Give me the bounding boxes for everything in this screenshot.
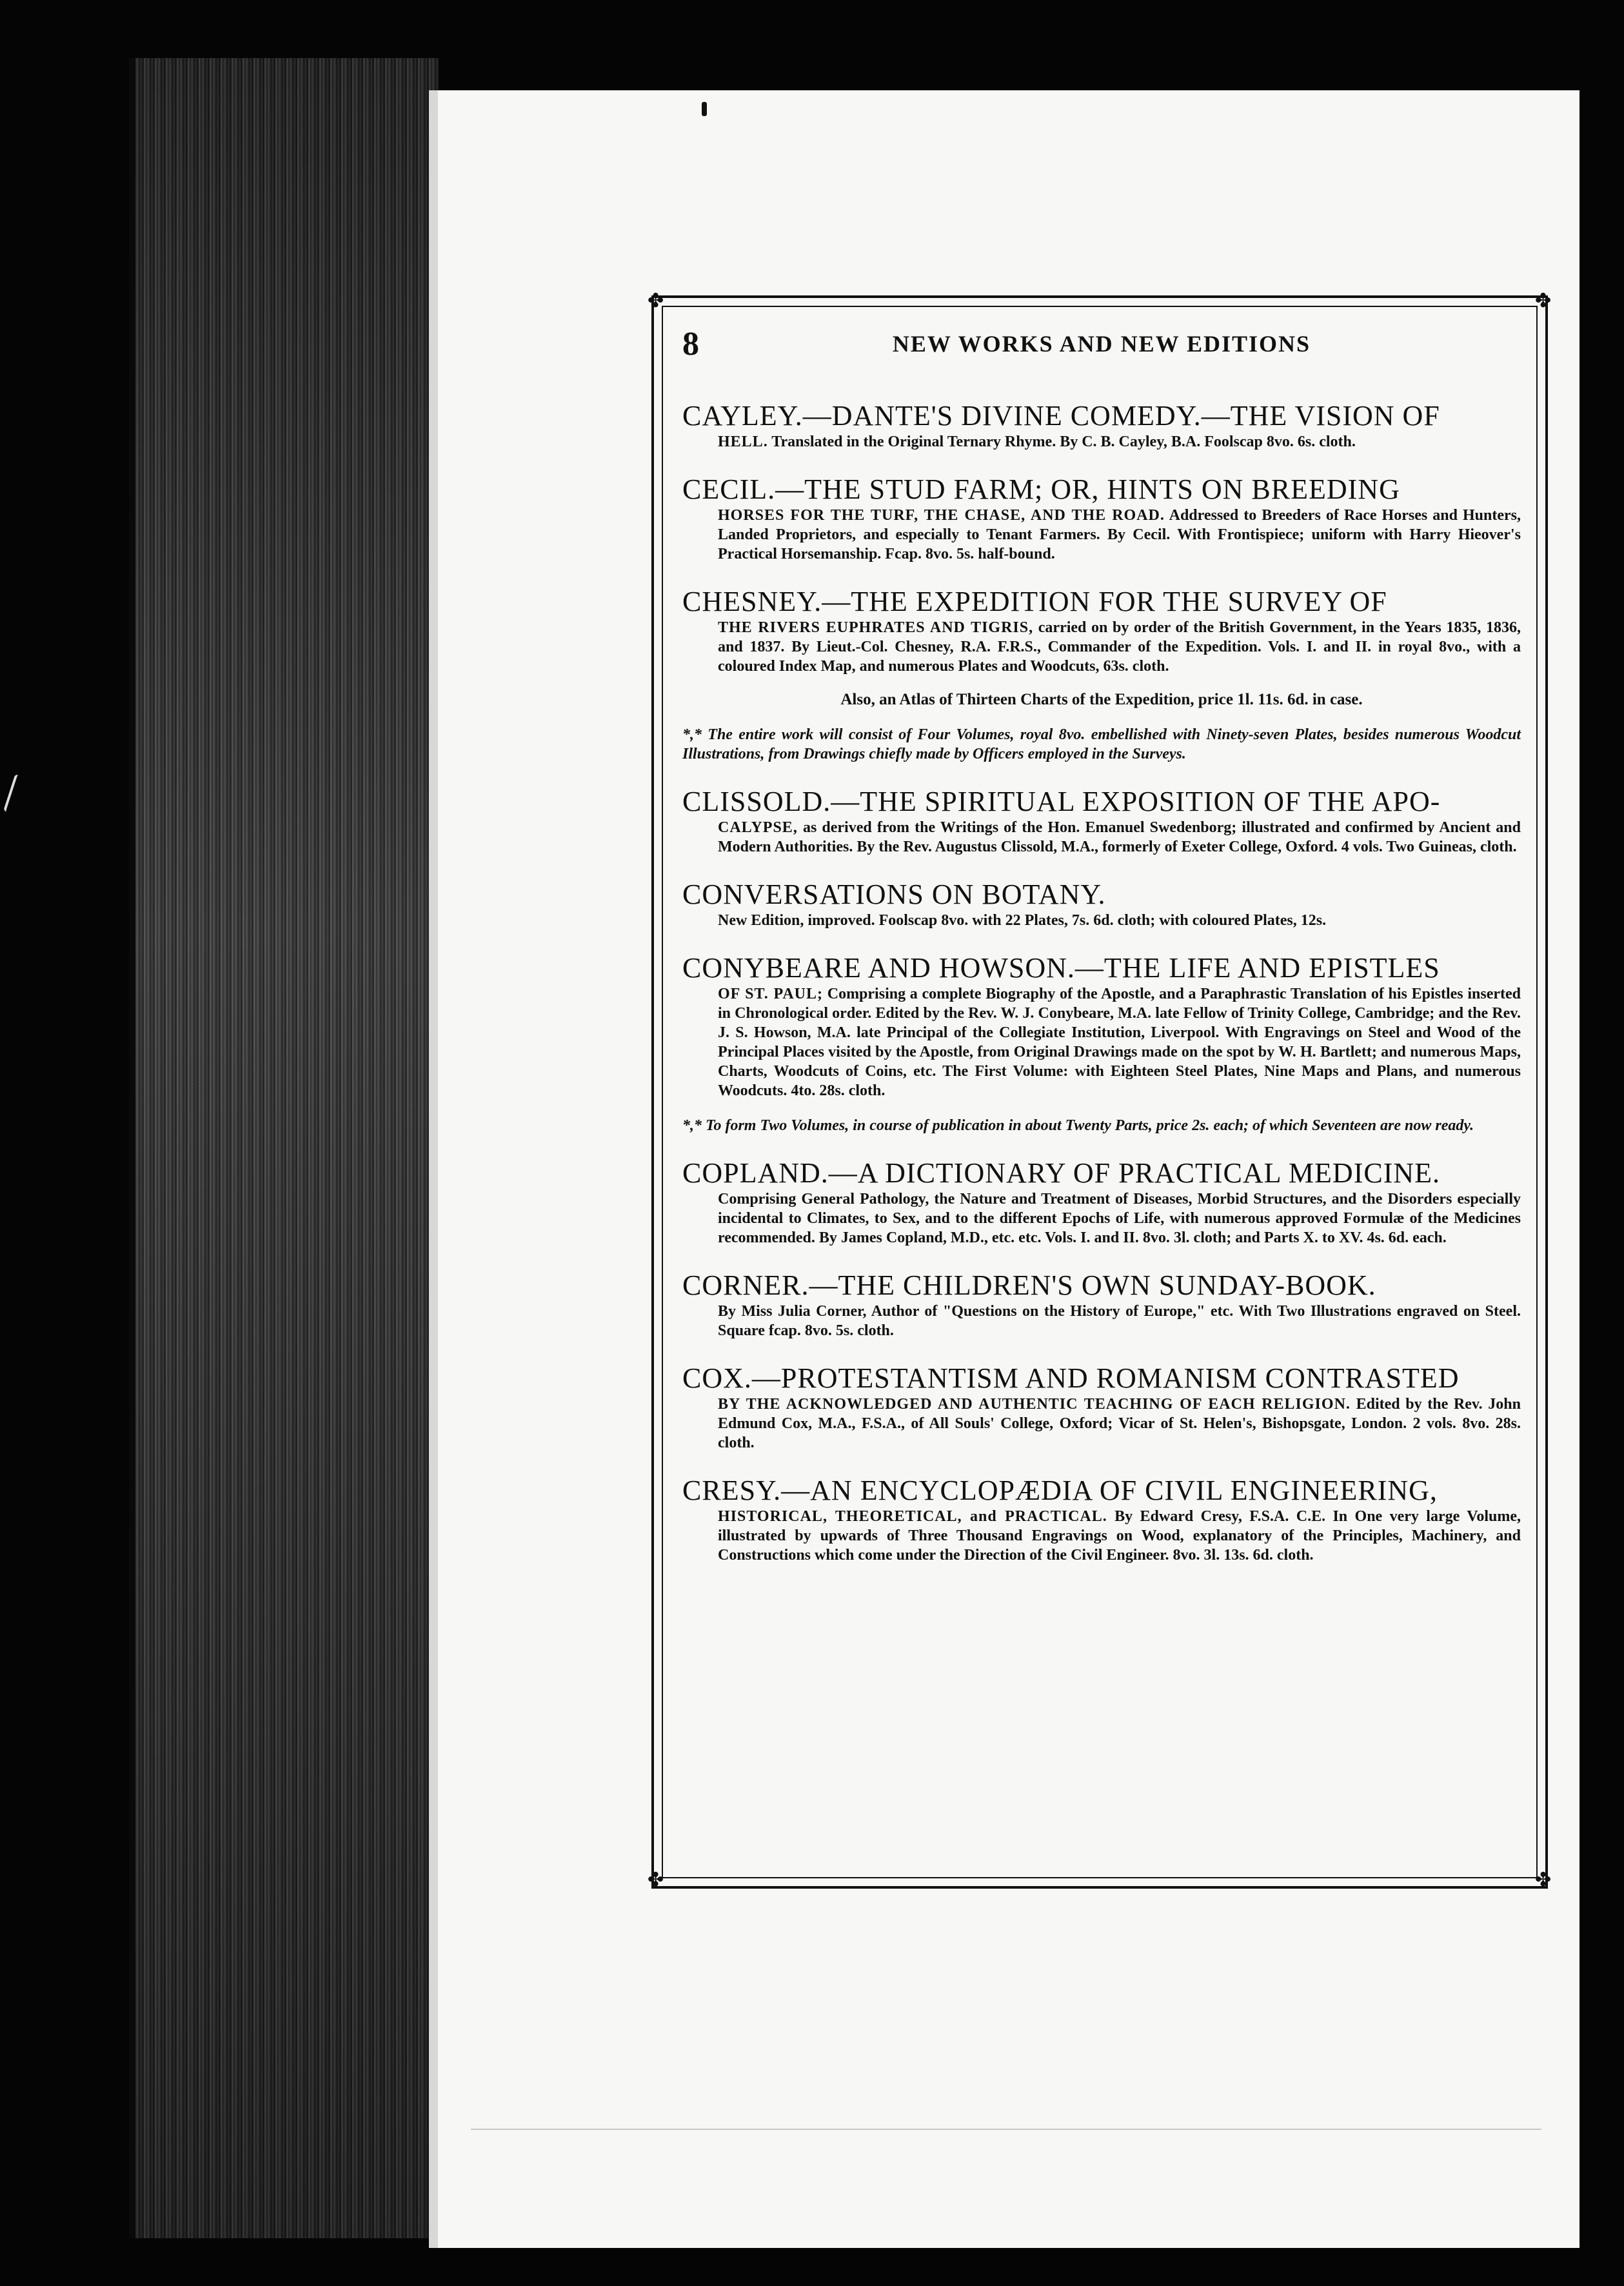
entry-note: *,* To form Two Volumes, in course of publication in about Twenty Parts, price 2s. each; of which Seventeen are now ready. — [682, 1117, 1474, 1134]
entry-text: By Edward Cresy, F.S.A. C.E. In One very large Volume, illustrated by upwards of Three Thousand Engravings on Wood, explanatory of the Principles, Machinery, and Constructions which come under the Direction of the Civil Engineer. 8vo. 3l. 13s. 6d. cloth. — [718, 1508, 1521, 1564]
catalogue-entry-cecil — [682, 473, 1521, 564]
page-bottom-rule — [471, 2129, 1541, 2130]
entry-body — [718, 1395, 1521, 1453]
margin-mark — [3, 774, 21, 813]
corner-ornament-top-right: ✤ — [1535, 290, 1552, 312]
catalogue-entry-conybeare — [682, 952, 1521, 1135]
catalogue-entry-cresy — [682, 1475, 1521, 1565]
entry-title: CRESY.—AN ENCYCLOPÆDIA OF CIVIL ENGINEERING, — [682, 1475, 1438, 1506]
entry-extra: Also, an Atlas of Thirteen Charts of the Expedition, price 1l. 11s. 6d. in case. — [840, 691, 1363, 708]
entry-text: Edited by the Rev. John Edmund Cox, M.A., F.S.A., of All Souls' College, Oxford; Vicar of St. Helen's, Bishopsgate, London. 2 vols. 8vo. 28s. cloth. — [718, 1396, 1521, 1451]
page-content — [682, 316, 1521, 1565]
entry-title: CONYBEARE AND HOWSON.—THE LIFE AND EPISTLES — [682, 952, 1440, 984]
entry-body — [718, 1189, 1521, 1247]
entry-body — [718, 618, 1521, 676]
page-number: 8 — [682, 326, 699, 363]
entry-lead: HORSES FOR THE TURF, THE CHASE, AND THE ROAD. — [718, 507, 1165, 524]
entry-body — [718, 911, 1521, 930]
entry-text: New Edition, improved. Foolscap 8vo. with 22 Plates, 7s. 6d. cloth; with coloured Plates, 12s. — [718, 912, 1327, 929]
corner-ornament-bottom-right: ✤ — [1535, 1869, 1552, 1891]
entry-lead: THE RIVERS EUPHRATES AND TIGRIS, — [718, 619, 1034, 636]
entry-body — [718, 432, 1521, 452]
entry-body — [718, 1507, 1521, 1565]
entry-text: carried on by order of the British Government, in the Years 1835, 1836, and 1837. By Lieut.-Col. Chesney, R.A. F.R.S., Commander of the Expedition. Vols. I. and II. in royal 8vo., with a coloured Index Map, and numerous Plates and Woodcuts, 63s. cloth. — [718, 619, 1521, 675]
entry-text: Comprising General Pathology, the Nature and Treatment of Diseases, Morbid Structures, and the Disorders especially incidental to Climates, to Sex, and to the different Epochs of Life, with numerous approved Formulæ of the Medicines recommended. By James Copland, M.D., etc. etc. Vols. I. and II. 8vo. 3l. cloth; and Parts X. to XV. 4s. 6d. each. — [718, 1191, 1521, 1246]
entry-body — [718, 1302, 1521, 1340]
catalogue-entry-chesney — [682, 586, 1521, 764]
entry-text: Translated in the Original Ternary Rhyme. By C. B. Cayley, B.A. Foolscap 8vo. 6s. cloth. — [771, 433, 1356, 450]
entry-text: Addressed to Breeders of Race Horses and Hunters, Landed Proprietors, and especially to Tenant Farmers. By Cecil. With Frontispiece; uniform with Harry Hieover's Practical Horsemanship. Fcap. 8vo. 5s. half-bound. — [718, 507, 1521, 562]
running-head: NEW WORKS AND NEW EDITIONS — [892, 331, 1311, 357]
entry-lead: CALYPSE, — [718, 819, 798, 836]
entry-title: CHESNEY.—THE EXPEDITION FOR THE SURVEY OF — [682, 586, 1387, 617]
entry-title: CLISSOLD.—THE SPIRITUAL EXPOSITION OF THE APO- — [682, 786, 1441, 817]
corner-ornament-bottom-left: ✤ — [648, 1869, 664, 1891]
entry-body — [718, 984, 1521, 1100]
entry-lead: BY THE ACKNOWLEDGED AND AUTHENTIC TEACHING OF EACH RELIGION. — [718, 1396, 1351, 1413]
entry-title: CONVERSATIONS ON BOTANY. — [682, 879, 1106, 910]
entry-body — [718, 818, 1521, 857]
entry-text: Comprising a complete Biography of the Apostle, and a Paraphrastic Translation of his Epistles inserted in Chronological order. Edited by the Rev. W. J. Conybeare, M.A. late Fellow of Trinity College, Cambridge; and the Rev. J. S. Howson, M.A. late Principal of the Collegiate Institution, Liverpool. With Engravings on Steel and Wood of the Principal Places visited by the Apostle, from Original Drawings made on the spot by W. H. Bartlett; and numerous Maps, Charts, Woodcuts of Coins, etc. The First Volume: with Eighteen Steel Plates, Nine Maps and Plans, and numerous Woodcuts. 4to. 28s. cloth. — [718, 986, 1521, 1099]
catalogue-entry-clissold — [682, 786, 1521, 857]
entry-title: CAYLEY.—DANTE'S DIVINE COMEDY.—THE VISION OF — [682, 400, 1440, 432]
book-fore-edge — [129, 58, 439, 2238]
entry-lead: OF ST. PAUL; — [718, 986, 823, 1002]
entry-body — [718, 506, 1521, 564]
ink-speck — [702, 102, 707, 116]
entry-title: CORNER.—THE CHILDREN'S OWN SUNDAY-BOOK. — [682, 1269, 1376, 1301]
entry-title: COX.—PROTESTANTISM AND ROMANISM CONTRASTED — [682, 1362, 1460, 1394]
catalogue-entry-conversations — [682, 879, 1521, 930]
catalogue-entry-copland — [682, 1157, 1521, 1247]
corner-ornament-top-left: ✤ — [648, 290, 664, 312]
catalogue-entry-cox — [682, 1362, 1521, 1453]
page-header — [682, 316, 1521, 374]
entry-title: CECIL.—THE STUD FARM; OR, HINTS ON BREEDING — [682, 473, 1400, 505]
entry-lead: HELL. — [718, 433, 768, 450]
entry-title: COPLAND.—A DICTIONARY OF PRACTICAL MEDICINE. — [682, 1157, 1441, 1189]
catalogue-entry-cayley — [682, 400, 1521, 452]
entry-note: *,* The entire work will consist of Four Volumes, royal 8vo. embellished with Ninety-seven Plates, besides numerous Woodcut Illustrations, from Drawings chiefly made by Officers employed in the Surveys. — [682, 726, 1521, 762]
entry-lead: HISTORICAL, THEORETICAL, and PRACTICAL. — [718, 1508, 1107, 1525]
entry-text: By Miss Julia Corner, Author of "Questions on the History of Europe," etc. With Two Illustrations engraved on Steel. Square fcap. 8vo. 5s. cloth. — [718, 1303, 1521, 1339]
catalogue-entry-corner — [682, 1269, 1521, 1340]
entry-text: as derived from the Writings of the Hon. Emanuel Swedenborg; illustrated and confirmed by Ancient and Modern Authorities. By the Rev. Augustus Clissold, M.A., formerly of Exeter College, Oxford. 4 vols. Two Guineas, cloth. — [718, 819, 1521, 855]
